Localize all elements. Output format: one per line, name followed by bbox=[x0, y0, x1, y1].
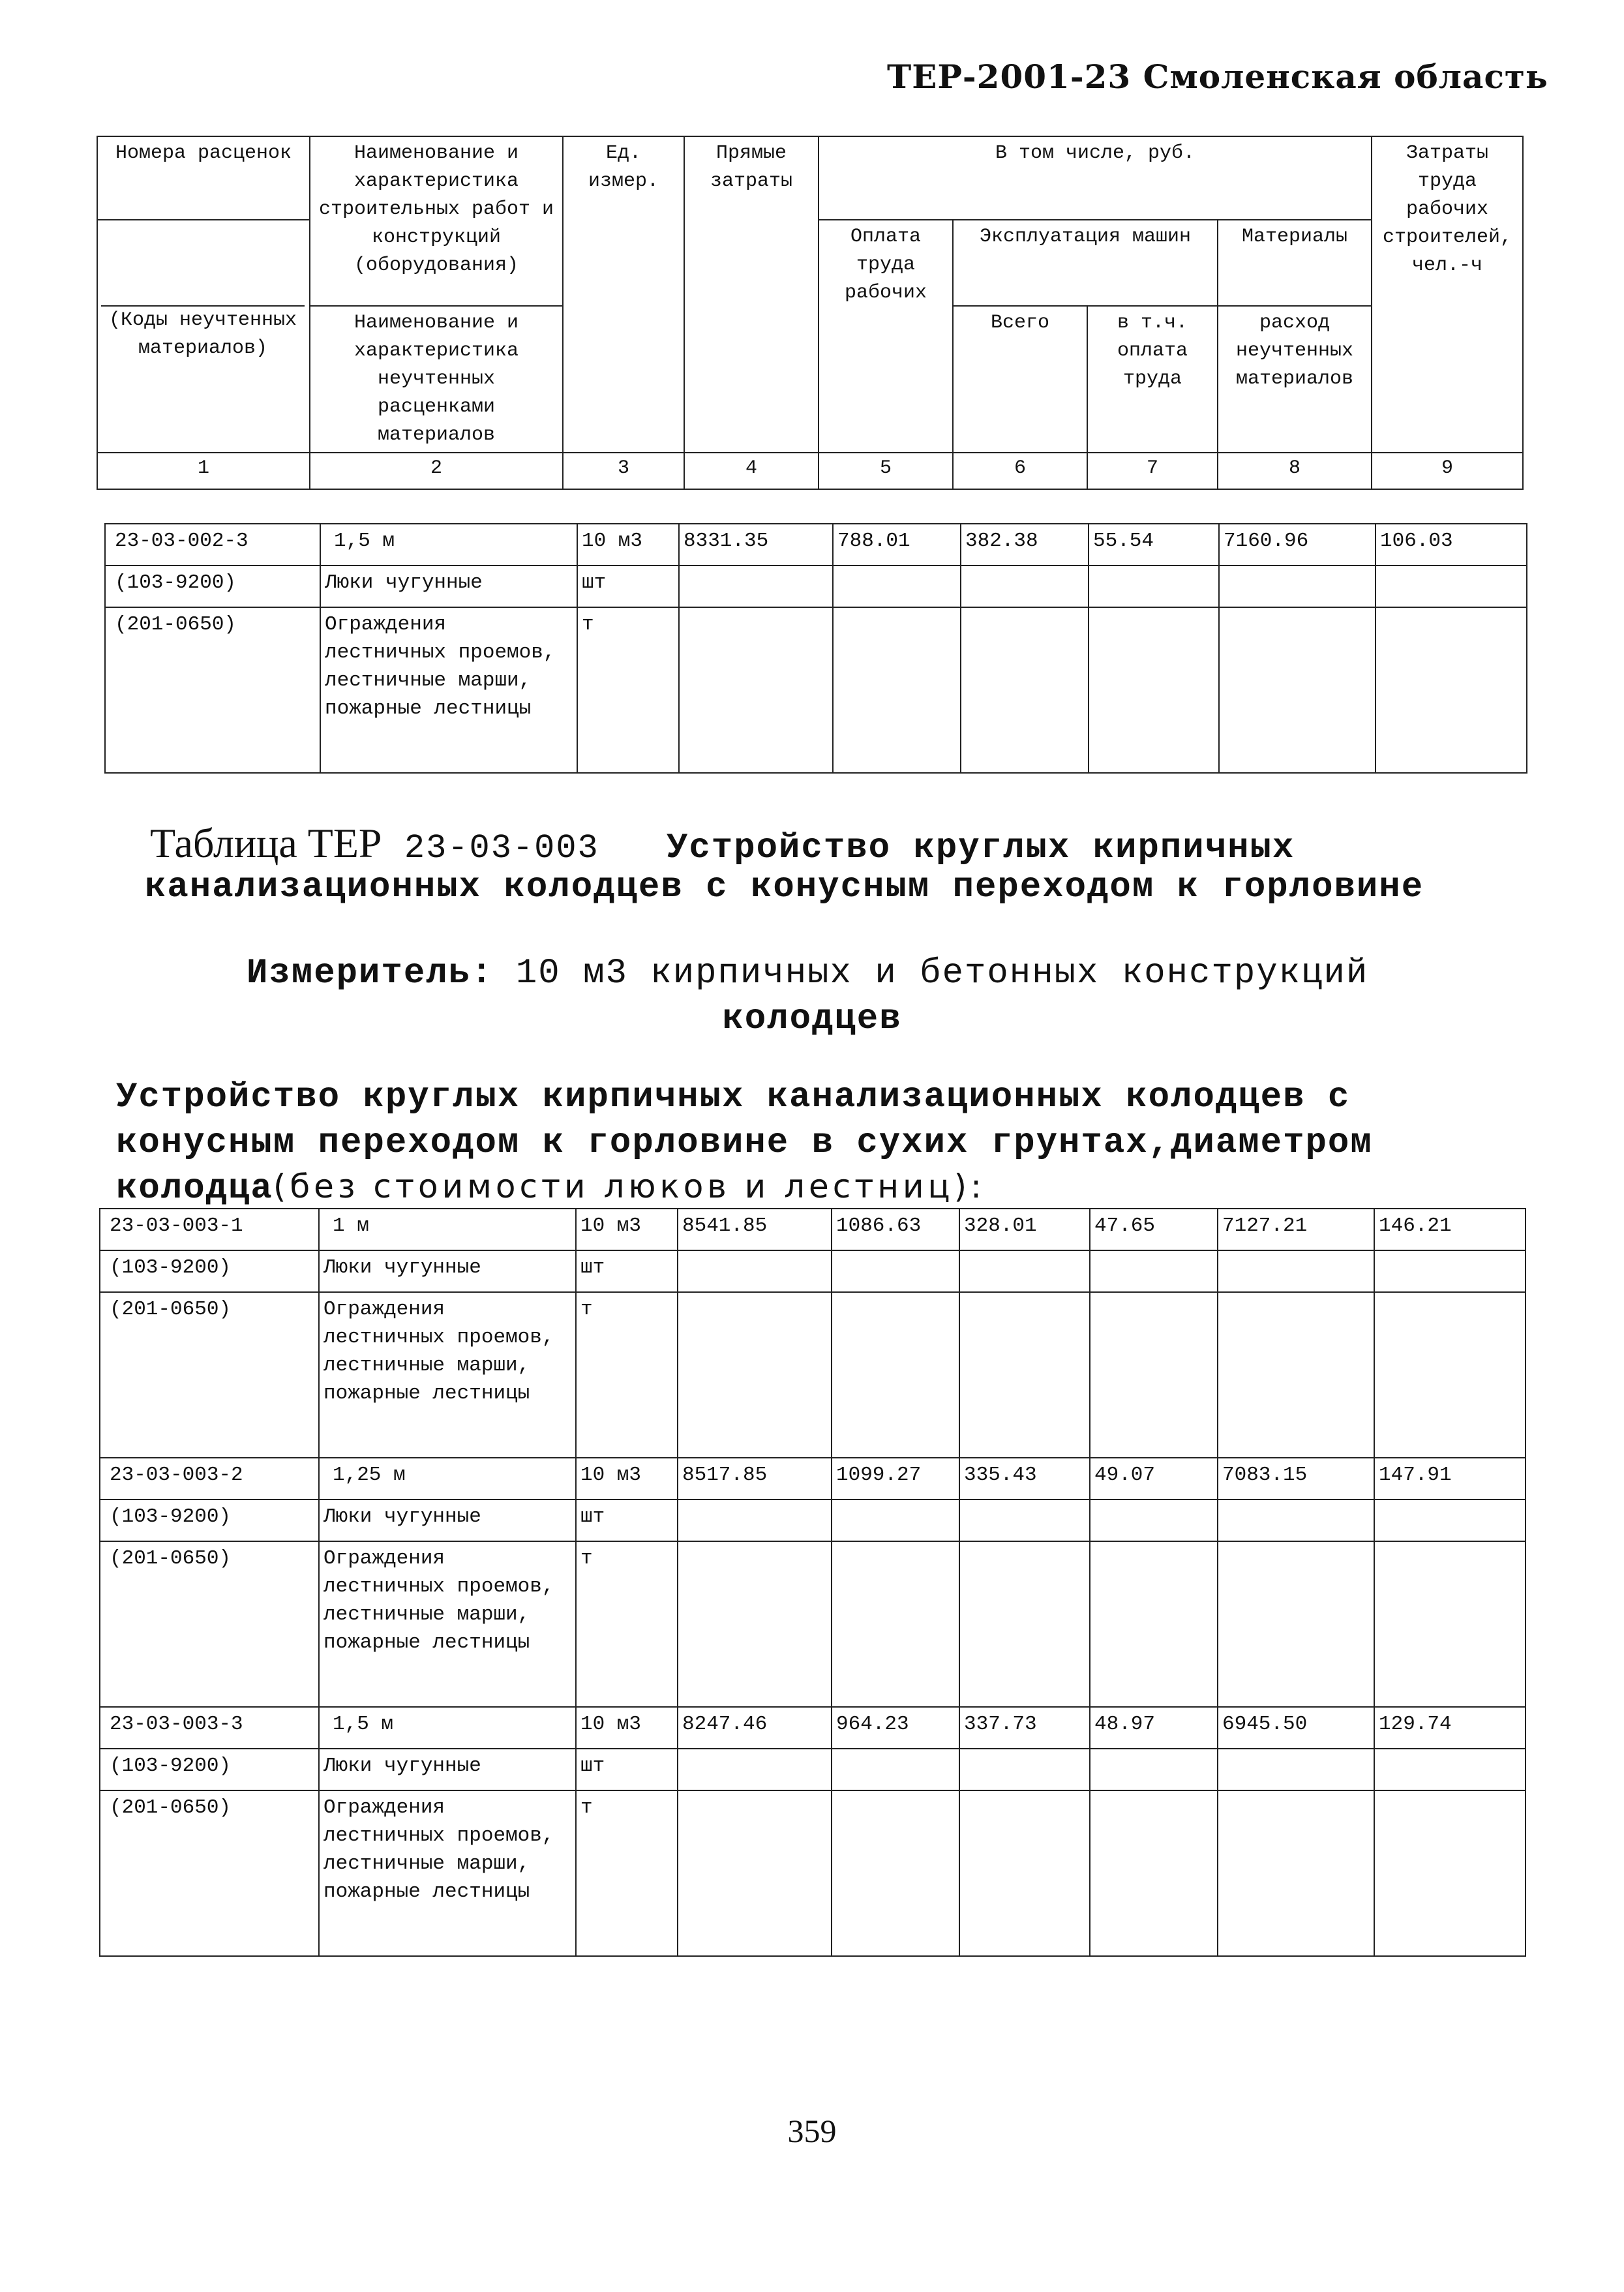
wage bbox=[833, 607, 961, 773]
rate-name: Люки чугунные bbox=[319, 1749, 576, 1790]
header-table bbox=[97, 136, 1524, 490]
wage bbox=[832, 1292, 959, 1458]
machine-wage: 55.54 bbox=[1089, 524, 1219, 565]
rate-code: (103-9200) bbox=[100, 1749, 319, 1790]
header-materials: Материалы bbox=[1218, 220, 1372, 306]
rate-unit: шт bbox=[576, 1500, 678, 1541]
labor: 106.03 bbox=[1376, 524, 1527, 565]
table-row bbox=[100, 1541, 1526, 1707]
header-wage: Оплата труда рабочих bbox=[819, 220, 953, 453]
direct-costs: 8247.46 bbox=[678, 1707, 832, 1749]
rate-unit: 10 м3 bbox=[576, 1458, 678, 1500]
machines bbox=[959, 1250, 1090, 1292]
wage: 1086.63 bbox=[832, 1209, 959, 1250]
machines: 382.38 bbox=[961, 524, 1089, 565]
rate-name: Люки чугунные bbox=[320, 565, 577, 607]
column-number: 3 bbox=[563, 453, 684, 489]
materials: 6945.50 bbox=[1218, 1707, 1374, 1749]
rate-name: 1,25 м bbox=[319, 1458, 576, 1500]
column-number: 4 bbox=[684, 453, 819, 489]
header-including: В том числе, руб. bbox=[819, 136, 1372, 220]
table-title-code: 23-03-003 bbox=[404, 829, 599, 867]
materials: 7127.21 bbox=[1218, 1209, 1374, 1250]
rate-name: Ограждения лестничных проемов, лестничные марши, пожарные лестницы bbox=[319, 1790, 576, 1956]
table-row bbox=[100, 1500, 1526, 1541]
direct-costs bbox=[679, 565, 833, 607]
column-number: 5 bbox=[819, 453, 953, 489]
machine-wage bbox=[1089, 607, 1219, 773]
rate-code: (201-0650) bbox=[100, 1541, 319, 1707]
labor: 147.91 bbox=[1374, 1458, 1526, 1500]
rate-code: (103-9200) bbox=[105, 565, 320, 607]
table-title-line2: канализационных колодцев с конусным переходом к горловине bbox=[145, 867, 1424, 907]
rate-unit: 10 м3 bbox=[576, 1209, 678, 1250]
materials bbox=[1219, 565, 1376, 607]
rate-unit: шт bbox=[577, 565, 679, 607]
machine-wage bbox=[1090, 1500, 1218, 1541]
header-machines-total: Всего bbox=[953, 306, 1087, 453]
machine-wage bbox=[1089, 565, 1219, 607]
header-machines-wage: в т.ч. оплата труда bbox=[1087, 306, 1218, 453]
machine-wage: 48.97 bbox=[1090, 1707, 1218, 1749]
wage: 964.23 bbox=[832, 1707, 959, 1749]
direct-costs bbox=[678, 1500, 832, 1541]
direct-costs: 8517.85 bbox=[678, 1458, 832, 1500]
labor bbox=[1374, 1749, 1526, 1790]
rate-code: 23-03-003-3 bbox=[100, 1707, 319, 1749]
column-number: 7 bbox=[1087, 453, 1218, 489]
wage bbox=[832, 1250, 959, 1292]
table-row bbox=[100, 1292, 1526, 1458]
direct-costs bbox=[678, 1790, 832, 1956]
direct-costs bbox=[678, 1250, 832, 1292]
rate-code: 23-03-003-1 bbox=[100, 1209, 319, 1250]
header-unit: Ед. измер. bbox=[563, 136, 684, 453]
machine-wage bbox=[1090, 1749, 1218, 1790]
direct-costs: 8331.35 bbox=[679, 524, 833, 565]
column-number: 1 bbox=[97, 453, 310, 489]
column-number: 9 bbox=[1372, 453, 1523, 489]
wage bbox=[832, 1500, 959, 1541]
labor bbox=[1374, 1250, 1526, 1292]
rate-name: 1,5 м bbox=[319, 1707, 576, 1749]
page-header: ТЕР-2001-23 Смоленская область bbox=[887, 57, 1548, 96]
table-row bbox=[105, 607, 1527, 773]
rate-code: (201-0650) bbox=[105, 607, 320, 773]
section-title-line1: Устройство круглых кирпичных канализационных колодцев с bbox=[116, 1078, 1351, 1117]
meter-value: 10 м3 кирпичных и бетонных конструкций bbox=[515, 954, 1369, 993]
rate-unit: шт bbox=[576, 1749, 678, 1790]
table-title-word: Таблица ТЕР bbox=[150, 820, 382, 866]
wage: 1099.27 bbox=[832, 1458, 959, 1500]
meter-value-line2: колодцев bbox=[722, 999, 902, 1039]
machines bbox=[961, 565, 1089, 607]
machines bbox=[959, 1749, 1090, 1790]
labor bbox=[1374, 1292, 1526, 1458]
table-title bbox=[150, 819, 1520, 868]
machine-wage bbox=[1090, 1250, 1218, 1292]
header-rate-numbers: Номера расценок bbox=[97, 136, 310, 220]
machine-wage: 47.65 bbox=[1090, 1209, 1218, 1250]
rate-name: Люки чугунные bbox=[319, 1250, 576, 1292]
machines bbox=[959, 1541, 1090, 1707]
table-row bbox=[105, 524, 1527, 565]
machines bbox=[959, 1292, 1090, 1458]
meter-label: Измеритель: bbox=[247, 954, 494, 993]
materials bbox=[1218, 1541, 1374, 1707]
rate-unit: т bbox=[576, 1790, 678, 1956]
rate-unit: т bbox=[576, 1292, 678, 1458]
table-row bbox=[100, 1250, 1526, 1292]
table-row bbox=[100, 1209, 1526, 1250]
wage: 788.01 bbox=[833, 524, 961, 565]
rate-name: 1 м bbox=[319, 1209, 576, 1250]
labor bbox=[1376, 565, 1527, 607]
rate-code: (201-0650) bbox=[100, 1790, 319, 1956]
machines bbox=[961, 607, 1089, 773]
rate-code: 23-03-003-2 bbox=[100, 1458, 319, 1500]
machines bbox=[959, 1790, 1090, 1956]
materials: 7083.15 bbox=[1218, 1458, 1374, 1500]
section-title-line2: конусным переходом к горловине в сухих грунтах,диаметром bbox=[116, 1123, 1373, 1163]
meter bbox=[247, 954, 1368, 993]
labor bbox=[1374, 1541, 1526, 1707]
section-title-line3 bbox=[116, 1168, 985, 1209]
section-title-note: (без стоимости люков и лестниц): bbox=[273, 1168, 985, 1205]
materials: 7160.96 bbox=[1219, 524, 1376, 565]
prev-rates-table bbox=[104, 523, 1527, 774]
header-machines: Эксплуатация машин bbox=[953, 220, 1218, 306]
direct-costs: 8541.85 bbox=[678, 1209, 832, 1250]
machine-wage: 49.07 bbox=[1090, 1458, 1218, 1500]
materials bbox=[1218, 1790, 1374, 1956]
direct-costs bbox=[678, 1541, 832, 1707]
table-title-text: Устройство круглых кирпичных bbox=[666, 828, 1295, 868]
rate-unit: шт bbox=[576, 1250, 678, 1292]
header-work-name: Наименование и характеристика строительных работ и конструкций (оборудования) bbox=[310, 136, 563, 306]
rate-code: 23-03-002-3 bbox=[105, 524, 320, 565]
rate-name: Ограждения лестничных проемов, лестничные марши, пожарные лестницы bbox=[319, 1292, 576, 1458]
labor bbox=[1374, 1500, 1526, 1541]
wage bbox=[833, 565, 961, 607]
machines: 335.43 bbox=[959, 1458, 1090, 1500]
rate-name: 1,5 м bbox=[320, 524, 577, 565]
header-direct-costs: Прямые затраты bbox=[684, 136, 819, 453]
machines: 337.73 bbox=[959, 1707, 1090, 1749]
rate-name: Ограждения лестничных проемов, лестничные марши, пожарные лестницы bbox=[319, 1541, 576, 1707]
labor bbox=[1376, 607, 1527, 773]
rates-table bbox=[99, 1208, 1526, 1957]
header-labor-costs: Затраты труда рабочих строителей, чел.-ч bbox=[1372, 136, 1523, 453]
rate-name: Ограждения лестничных проемов, лестничные марши, пожарные лестницы bbox=[320, 607, 577, 773]
rate-unit: 10 м3 bbox=[577, 524, 679, 565]
table-row bbox=[100, 1707, 1526, 1749]
direct-costs bbox=[679, 607, 833, 773]
rate-code: (103-9200) bbox=[100, 1500, 319, 1541]
rate-name: Люки чугунные bbox=[319, 1500, 576, 1541]
machine-wage bbox=[1090, 1292, 1218, 1458]
materials bbox=[1219, 607, 1376, 773]
materials bbox=[1218, 1749, 1374, 1790]
rate-code: (201-0650) bbox=[100, 1292, 319, 1458]
machine-wage bbox=[1090, 1541, 1218, 1707]
column-number: 6 bbox=[953, 453, 1087, 489]
rate-unit: т bbox=[577, 607, 679, 773]
machines bbox=[959, 1500, 1090, 1541]
table-row bbox=[100, 1458, 1526, 1500]
machines: 328.01 bbox=[959, 1209, 1090, 1250]
labor: 129.74 bbox=[1374, 1707, 1526, 1749]
rate-unit: 10 м3 bbox=[576, 1707, 678, 1749]
rate-code: (103-9200) bbox=[100, 1250, 319, 1292]
labor bbox=[1374, 1790, 1526, 1956]
table-row bbox=[105, 565, 1527, 607]
direct-costs bbox=[678, 1749, 832, 1790]
column-number: 2 bbox=[310, 453, 563, 489]
wage bbox=[832, 1749, 959, 1790]
table-row bbox=[100, 1749, 1526, 1790]
machine-wage bbox=[1090, 1790, 1218, 1956]
header-material-codes: (Коды неучтенных материалов) bbox=[101, 305, 305, 363]
column-number: 8 bbox=[1218, 453, 1372, 489]
page-number: 359 bbox=[787, 2113, 837, 2149]
header-unaccounted-materials: Наименование и характеристика неучтенных расценками материалов bbox=[310, 306, 563, 453]
labor: 146.21 bbox=[1374, 1209, 1526, 1250]
direct-costs bbox=[678, 1292, 832, 1458]
materials bbox=[1218, 1292, 1374, 1458]
materials bbox=[1218, 1250, 1374, 1292]
wage bbox=[832, 1541, 959, 1707]
section-title-bold: колодца bbox=[116, 1169, 273, 1209]
materials bbox=[1218, 1500, 1374, 1541]
wage bbox=[832, 1790, 959, 1956]
table-row bbox=[100, 1790, 1526, 1956]
header-materials-consumption: расход неучтенных материалов bbox=[1218, 306, 1372, 453]
rate-unit: т bbox=[576, 1541, 678, 1707]
